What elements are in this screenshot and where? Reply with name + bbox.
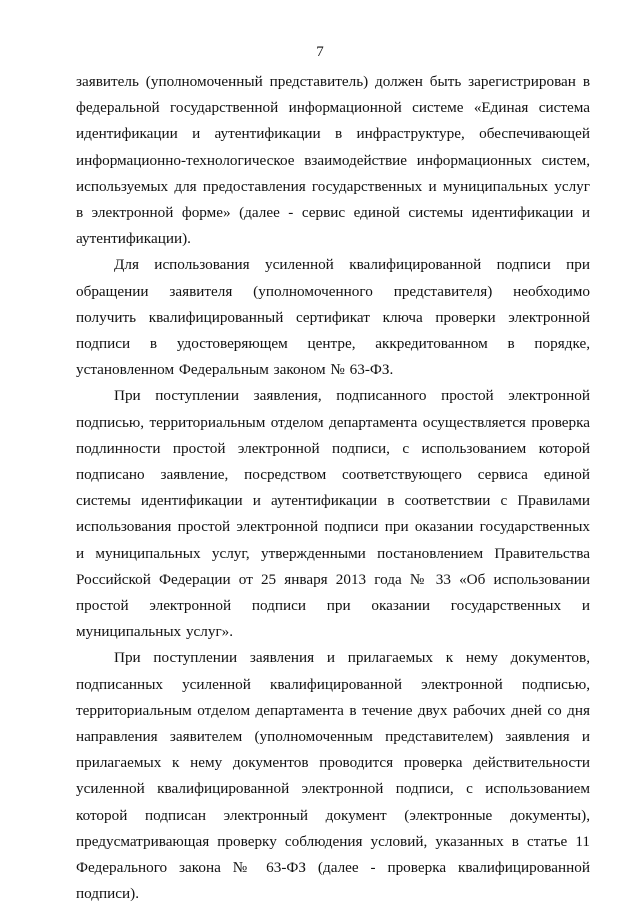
- page-number: 7: [316, 44, 324, 60]
- document-body: [76, 69, 590, 908]
- paragraph-qualified-signature-certificate: Для использования усиленной квалифицированной подписи при обращении заявителя (уполномоченного представителя) необходимо получить квалифицированный сертификат ключа проверки электронной подписи в удостоверяющем центре, аккредитованном в порядке, установленном Федеральным законом № 63-ФЗ.: [76, 256, 590, 379]
- paragraph-simple-signature-verification: При поступлении заявления, подписанного простой электронной подписью, территориальным отделом департамента осуществляется проверка подлинности простой электронной подписи, с использованием которой подписано заявление, посредством соответствующего сервиса единой системы идентификации и аутентификации в соответствии с Правилами использования простой электронной подписи при оказании государственных и муниципальных услуг, утвержденными постановлением Правительства Российской Федерации от 25 января 2013 года № 33 «Об использовании простой электронной подписи при оказании государственных и муниципальных услуг».: [76, 387, 590, 641]
- paragraph-continuation: заявитель (уполномоченный представитель) должен быть зарегистрирован в федеральной государственной информационной системе «Единая система идентификации и аутентификации в инфраструктуре, обеспечивающей информационно-технологическое взаимодействие информационных систем, используемых для предоставления государственных и муниципальных услуг в электронной форме» (далее - сервис единой системы идентификации и аутентификации).: [76, 73, 590, 248]
- paragraph-qualified-signature-verification: При поступлении заявления и прилагаемых к нему документов, подписанных усиленной квалифицированной электронной подписью, территориальным отделом департамента в течение двух рабочих дней со дня направления заявителем (уполномоченным представителем) заявления и прилагаемых к нему документов проводится проверка действительности усиленной квалифицированной электронной подписи, с использованием которой подписан электронный документ (электронные документы), предусматривающая проверку соблюдения условий, указанных в статье 11 Федерального закона № 63-ФЗ (далее - проверка квалифицированной подписи).: [76, 649, 590, 903]
